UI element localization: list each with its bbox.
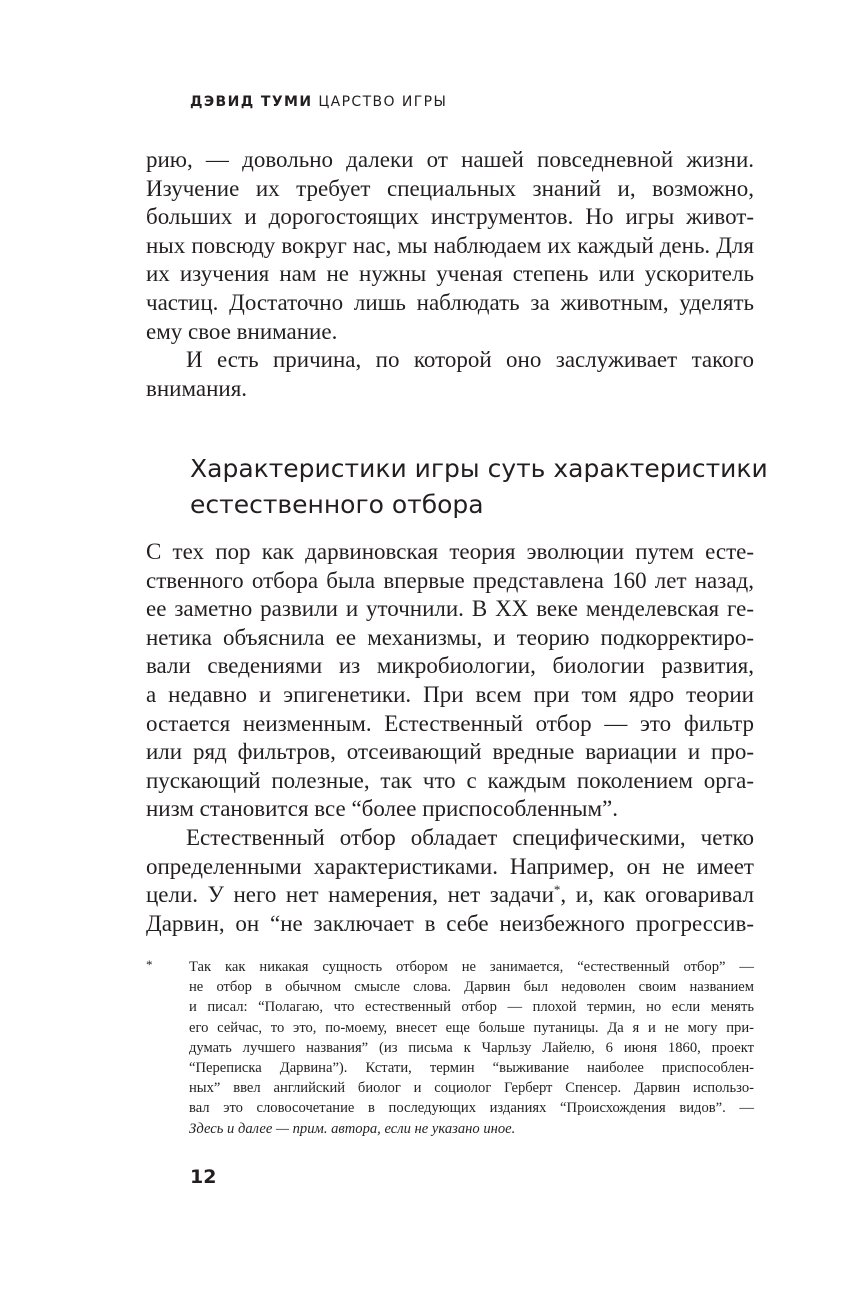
text-line: частиц. Достаточно лишь наблюдать за животным, уделять <box>146 289 754 315</box>
text-line: остается неизменным. Естественный отбор — это фильтр <box>146 710 754 736</box>
text-line: Дарвин, он “не заключает в себе неизбежного прогрессив- <box>146 910 754 936</box>
footnote-mark: * <box>146 957 153 972</box>
text-line: И есть причина, по которой оно заслуживает такого <box>186 347 754 373</box>
page-number: 12 <box>190 1166 217 1188</box>
section-heading <box>190 451 768 523</box>
text-line: или ряд фильтров, отсеивающий вредные вариации и про- <box>146 739 754 765</box>
text-line: ных повсюду вокруг нас, мы наблюдаем их каждый день. Для <box>146 232 754 258</box>
text-fragment: , и, как оговаривал <box>560 882 754 908</box>
footnote-line-italic <box>189 1119 754 1139</box>
text-line: ственного отбора была впервые представлена 160 лет назад, <box>146 567 754 593</box>
footnote-line: Так как никакая сущность отбором не занимается, “естественный отбор” — <box>189 959 754 975</box>
section-heading-line: естественного отбора <box>190 490 484 519</box>
body-text-bottom <box>146 538 754 938</box>
text-line: а недавно и эпигенетики. При всем при том ядро теории <box>146 681 754 707</box>
text-line: низм становится все “более приспособленным”. <box>146 796 619 822</box>
text-line <box>146 881 754 910</box>
text-line: пускающий полезные, так что с каждым поколением орга- <box>146 767 754 793</box>
footnote-body <box>189 957 754 1139</box>
footnote <box>146 957 754 1139</box>
text-line: их изучения нам не нужны ученая степень или ускоритель <box>146 261 754 287</box>
text-line: вали сведениями из микробиологии, биологии развития, <box>146 653 754 679</box>
text-line: Естественный отбор обладает специфическими, четко <box>186 824 754 850</box>
footnote-line: не отбор в обычном смысле слова. Дарвин был недоволен своим названием <box>189 979 754 996</box>
text-line: рию, — довольно далеки от нашей повседневной жизни. <box>146 147 754 172</box>
section-heading-line: Характеристики игры суть характеристики <box>190 454 768 483</box>
paragraph <box>146 146 754 346</box>
text-line: больших и дорогостоящих инструментов. Но игры живот- <box>146 204 754 230</box>
text-line: С тех пор как дарвиновская теория эволюции путем есте- <box>146 539 754 564</box>
footnote-reference[interactable]: * <box>553 882 561 898</box>
footnote-italic-text: Здесь и далее — прим. автора, если не указано иное. <box>189 1120 516 1137</box>
footnote-line: и писал: “Полагаю, что естественный отбор — плохой термин, но если менять <box>189 999 754 1016</box>
footnote-line: ных” ввел английский биолог и социолог Герберт Спенсер. Дарвин использо- <box>189 1080 754 1097</box>
footnote-line: вал это словосочетание в последующих изданиях “Происхождения видов”. — <box>189 1100 754 1117</box>
text-fragment: цели. У него нет намерения, нет задачи <box>146 882 554 908</box>
running-head <box>190 94 447 110</box>
text-line: внимания. <box>146 375 248 401</box>
footnote-line: “Переписка Дарвина”). Кстати, термин “выживание наиболее приспособлен- <box>189 1059 754 1076</box>
running-head-book-title: ЦАРСТВО ИГРЫ <box>318 94 448 110</box>
body-text-top <box>146 146 754 403</box>
text-line: нетика объяснила ее механизмы, и теорию подкорректиро- <box>146 624 754 650</box>
text-line: определенными характеристиками. Например, он не имеет <box>146 853 754 879</box>
running-head-author: ДЭВИД ТУМИ <box>190 94 313 110</box>
paragraph <box>146 824 754 938</box>
text-line: ее заметно развили и уточнили. В XX веке менделевская ге- <box>146 596 754 622</box>
footnote-line: его сейчас, то это, по-моему, внесет еще больше путаницы. Да я и не могу при- <box>189 1019 754 1036</box>
footnote-line: думать лучшего названия” (из письма к Чарльзу Лайелю, 6 июня 1860, проект <box>189 1039 754 1056</box>
text-line: Изучение их требует специальных знаний и, возможно, <box>146 175 754 201</box>
text-line: ему свое внимание. <box>146 318 338 344</box>
paragraph <box>146 538 754 824</box>
paragraph <box>146 346 754 403</box>
